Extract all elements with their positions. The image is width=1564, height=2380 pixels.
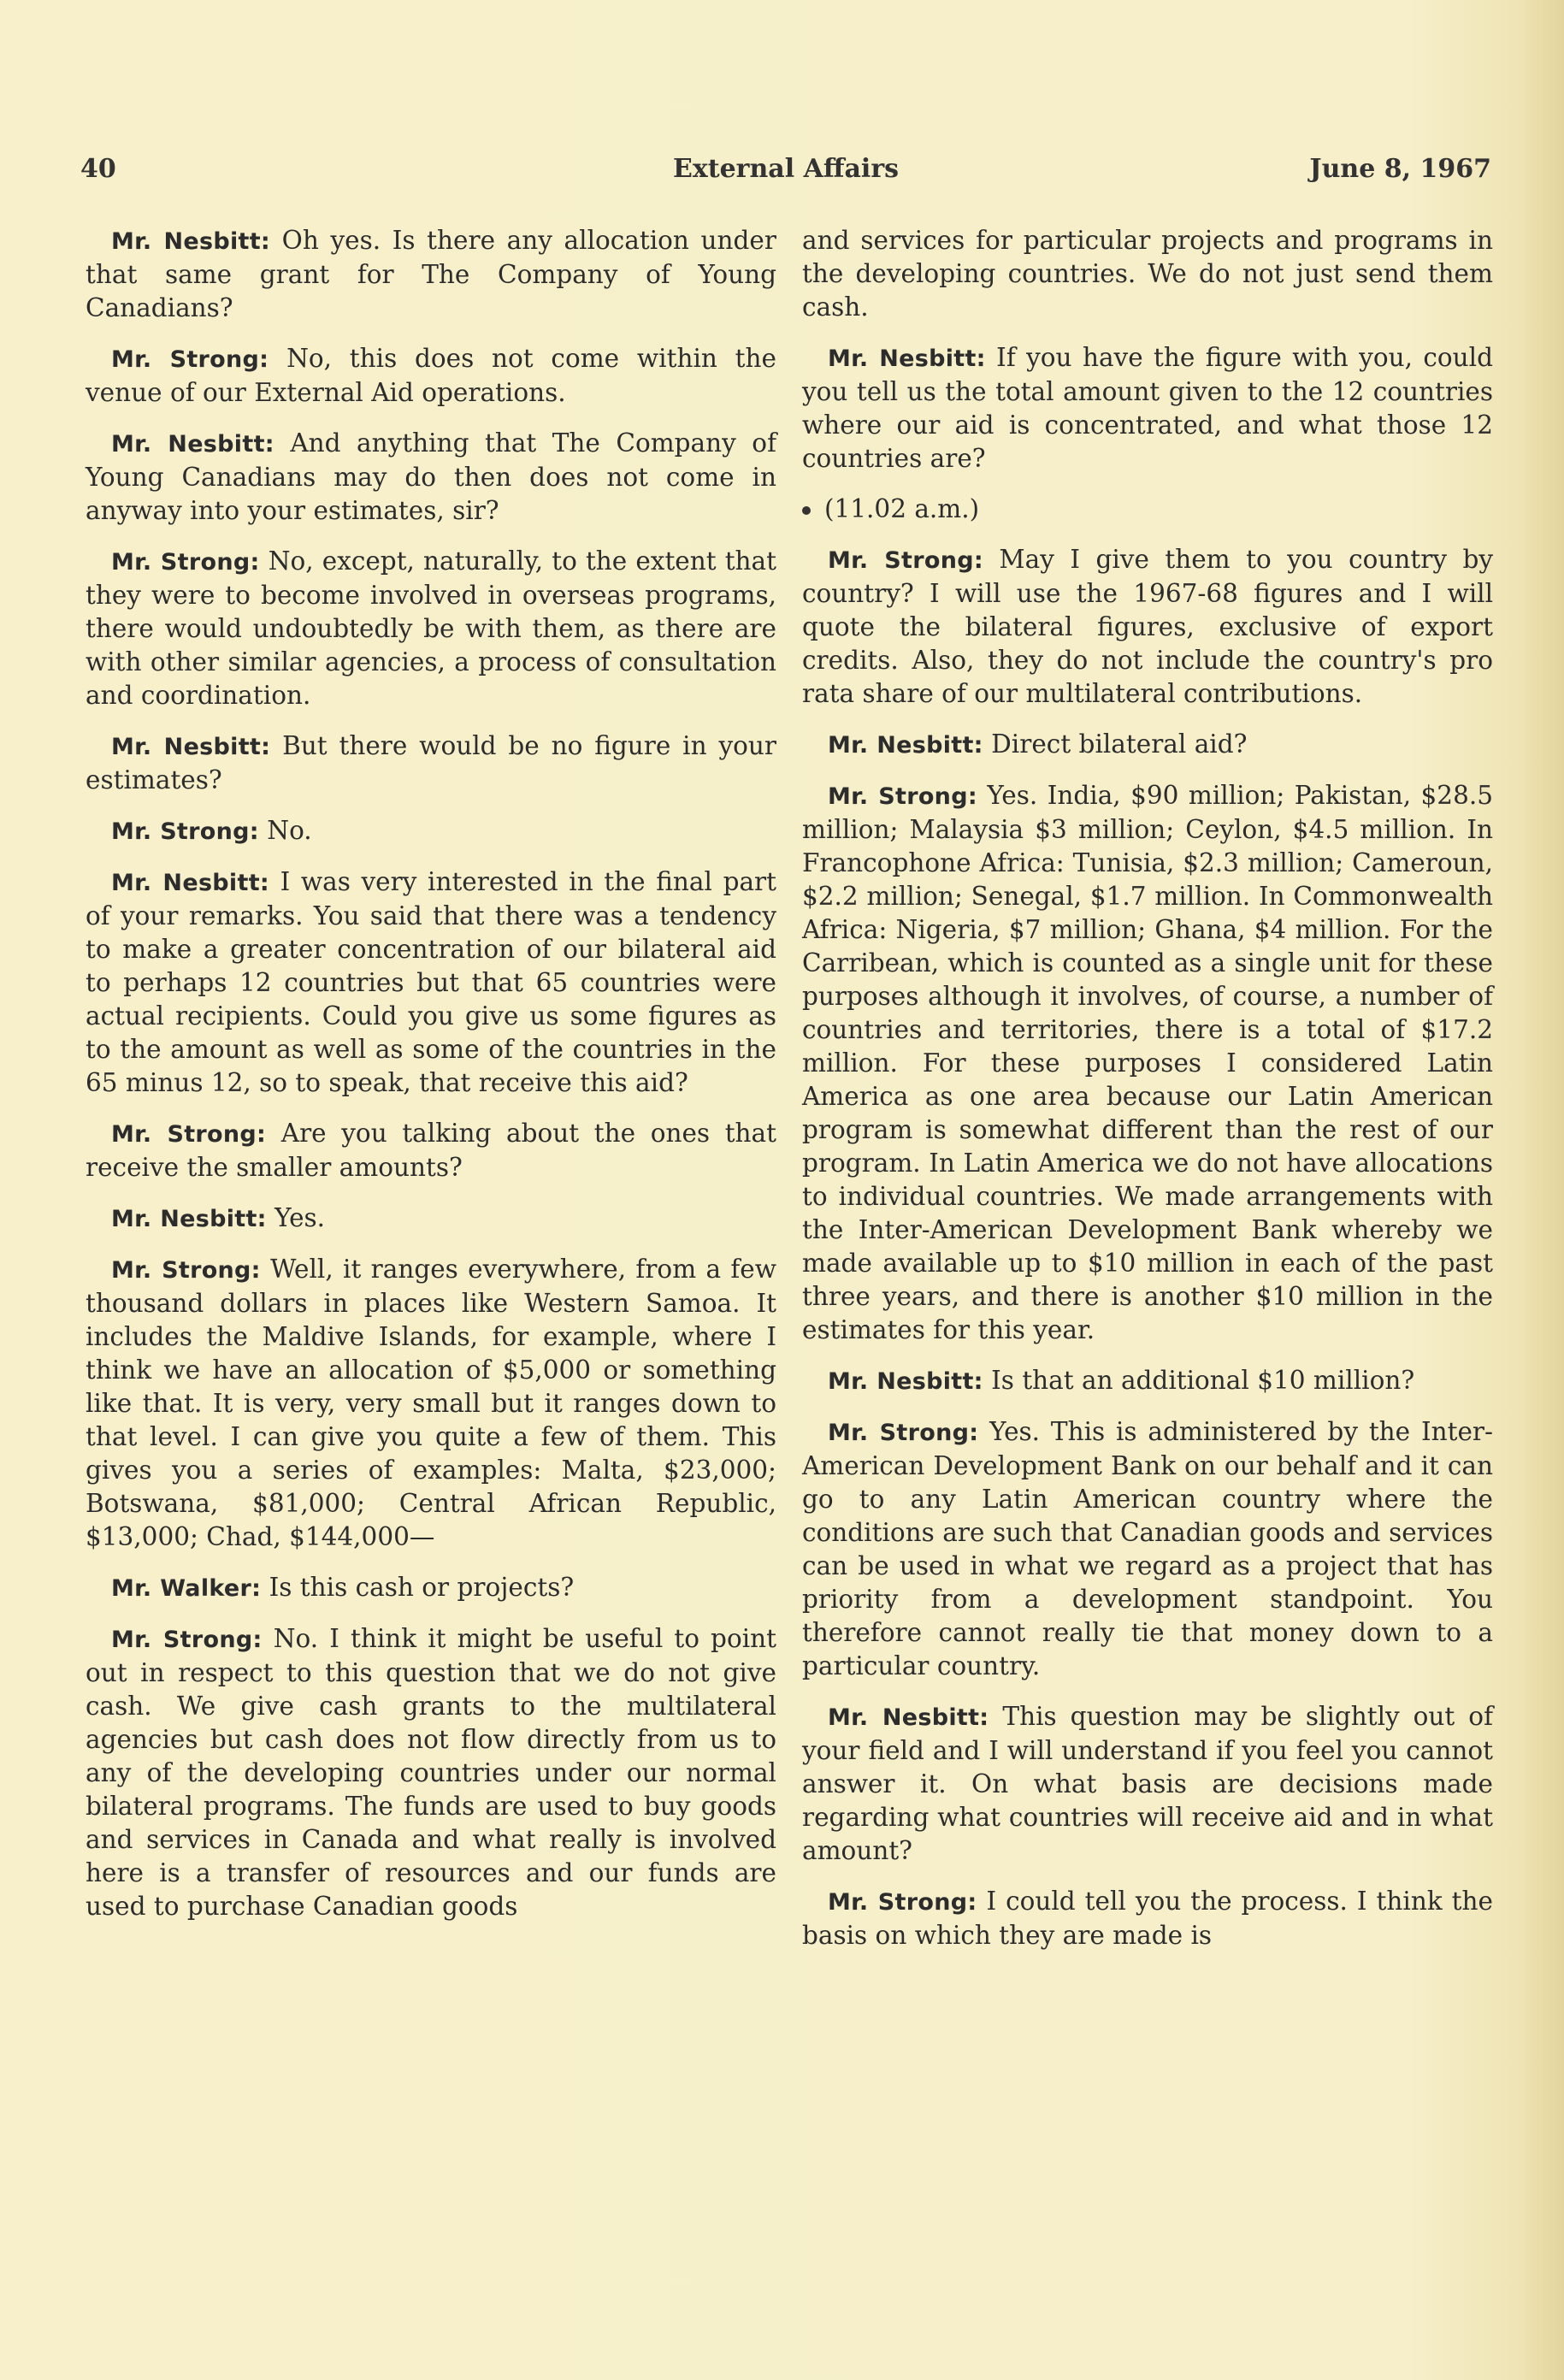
speech-text: I could tell you the process. I think the basis on which they are made is — [802, 1887, 1493, 1950]
speech-text: No, this does not come within the venue of our External Aid operations. — [86, 344, 776, 407]
transcript-paragraph — [86, 729, 776, 797]
left-column — [86, 224, 776, 1940]
speech-text: Well, it ranges everywhere, from a few thousand dollars in places like Western Samoa. It includes the Maldive Islands, for example, where I think we have an allocation of $5,000 or something like that. It is very, very small but it ranges down to that level. I can give you quite a few of them. This gives you a series of examples: Malta, $23,000; Botswana, $81,000; Central African Republic, $13,000; Chad, $144,000— — [86, 1255, 776, 1551]
speech-text: Yes. India, $90 million; Pakistan, $28.5 million; Malaysia $3 million; Ceylon, $4.5 million. In Francophone Africa: Tunisia, $2.3 million; Cameroun, $2.2 million; Senegal, $1.7 million. In Commonwealth Africa: Nigeria, $7 million; Ghana, $4 million. For the Carribean, which is counted as a single unit for these purposes although it involves, of course, a number of countries and territories, there is a total of $17.2 million. For these purposes I considered Latin America as one area because our Latin American program is somewhat different than the rest of our program. In Latin America we do not have allocations to individual countries. We made arrangements with the Inter-American Development Bank whereby we made available up to $10 million in each of the past three years, and there is another $10 million in the estimates for this year. — [802, 781, 1493, 1344]
speech-text: No, except, naturally, to the extent that they were to become involved in overseas programs, there would undoubtedly be with them, as there are with other similar agencies, a process of consultation and coordination. — [86, 546, 777, 710]
speaker-name: Mr. Strong: — [111, 549, 260, 576]
speech-text: Is this cash or projects? — [269, 1573, 575, 1602]
speaker-name: Mr. Nesbitt: — [828, 345, 986, 372]
speech-text: This question may be slightly out of your field and I will understand if you feel you cannot answer it. On what basis are decisions made regarding what countries will receive aid and in what amount? — [802, 1702, 1493, 1865]
transcript-paragraph — [86, 427, 776, 528]
speaker-name: Mr. Strong: — [828, 1420, 979, 1446]
speech-text: No. — [267, 816, 312, 845]
speech-text: Are you talking about the ones that receive the smaller amounts? — [86, 1119, 776, 1182]
transcript-paragraph — [86, 1117, 776, 1184]
speech-text: May I give them to you country by country? I will use the 1967-68 figures and I will quote the bilateral figures, exclusive of export credits. Also, they do not include the country's pro rata share of our multilateral contributions. — [802, 545, 1493, 708]
page-header — [80, 154, 1491, 192]
speech-text: and services for particular projects and programs in the developing countries. We do not just send them cash. — [802, 226, 1493, 322]
transcript-paragraph — [802, 728, 1493, 762]
transcript-paragraph — [802, 224, 1493, 324]
speaker-name: Mr. Nesbitt: — [828, 1704, 989, 1731]
speaker-name: Mr. Strong: — [828, 783, 977, 810]
transcript-paragraph — [802, 1415, 1493, 1683]
speaker-name: Mr. Nesbitt: — [111, 1206, 267, 1232]
page-date: June 8, 1967 — [1309, 154, 1491, 184]
transcript-paragraph — [86, 1253, 776, 1554]
speaker-name: Mr. Nesbitt: — [111, 228, 271, 255]
speaker-name: Mr. Nesbitt: — [828, 1368, 983, 1395]
transcript-paragraph — [802, 543, 1493, 711]
transcript-paragraph — [802, 341, 1493, 475]
speaker-name: Mr. Strong: — [828, 547, 983, 574]
speaker-name: Mr. Nesbitt: — [111, 870, 270, 896]
transcript-paragraph — [86, 1202, 776, 1236]
transcript-paragraph — [86, 545, 776, 712]
speech-text: But there would be no figure in your estimates? — [86, 731, 776, 794]
bullet-icon — [802, 506, 811, 515]
speaker-name: Mr. Walker: — [111, 1575, 262, 1602]
speech-text: Oh yes. Is there any allocation under that same grant for The Company of Young Canadians? — [86, 226, 776, 322]
speech-text: And anything that The Company of Young Canadians may do then does not come in anyway into your estimates, sir? — [86, 428, 776, 525]
transcript-paragraph — [86, 865, 776, 1100]
speaker-name: Mr. Nesbitt: — [828, 732, 983, 759]
transcript-paragraph — [86, 814, 776, 848]
speech-text: If you have the figure with you, could you tell us the total amount given to the 12 countries where our aid is concentrated, and what those 12 countries are? — [802, 343, 1493, 473]
speech-text: I was very interested in the final part of your remarks. You said that there was a tendency to make a greater concentration of our bilateral aid to perhaps 12 countries but that 65 countries were actual recipients. Could you give us some figures as to the amount as well as some of the countries in the 65 minus 12, so to speak, that receive this aid? — [86, 867, 776, 1097]
speaker-name: Mr. Strong: — [111, 1257, 261, 1284]
speech-text: No. I think it might be useful to point out in respect to this question that we do not give cash. We give cash grants to the multilateral agencies but cash does not flow directly from us to any of the developing countries under our normal bilateral programs. The funds are used to buy goods and services in Canada and what really is involved here is a transfer of resources and our funds are used to purchase Canadian goods — [86, 1624, 776, 1921]
speech-text: Direct bilateral aid? — [991, 729, 1248, 759]
time-marker — [802, 493, 1493, 526]
transcript-paragraph — [802, 1700, 1493, 1868]
speaker-name: Mr. Strong: — [111, 1121, 267, 1148]
transcript-paragraph — [86, 1622, 776, 1923]
page-title: External Affairs — [672, 154, 900, 184]
speech-text: Yes. — [274, 1203, 326, 1232]
time-marker-text: (11.02 a.m.) — [824, 494, 980, 523]
transcript-paragraph — [802, 1885, 1493, 1952]
speaker-name: Mr. Nesbitt: — [111, 431, 274, 458]
transcript-paragraph — [86, 224, 776, 325]
speaker-name: Mr. Strong: — [111, 818, 259, 845]
speaker-name: Mr. Nesbitt: — [111, 734, 271, 760]
transcript-paragraph — [86, 342, 776, 410]
transcript-paragraph — [86, 1571, 776, 1605]
speaker-name: Mr. Strong: — [111, 346, 269, 373]
right-column — [802, 224, 1493, 1970]
speaker-name: Mr. Strong: — [111, 1627, 263, 1653]
page-number: 40 — [80, 154, 116, 184]
speaker-name: Mr. Strong: — [828, 1889, 977, 1916]
transcript-paragraph — [802, 1364, 1493, 1398]
speech-text: Yes. This is administered by the Inter-American Development Bank on our behalf and it can go to any Latin American country where the conditions are such that Canadian goods and services can be used in what we regard as a project that has priority from a development standpoint. You therefore cannot really tie that money down to a particular country. — [802, 1417, 1494, 1680]
speech-text: Is that an additional $10 million? — [991, 1366, 1415, 1395]
transcript-paragraph — [802, 779, 1493, 1347]
